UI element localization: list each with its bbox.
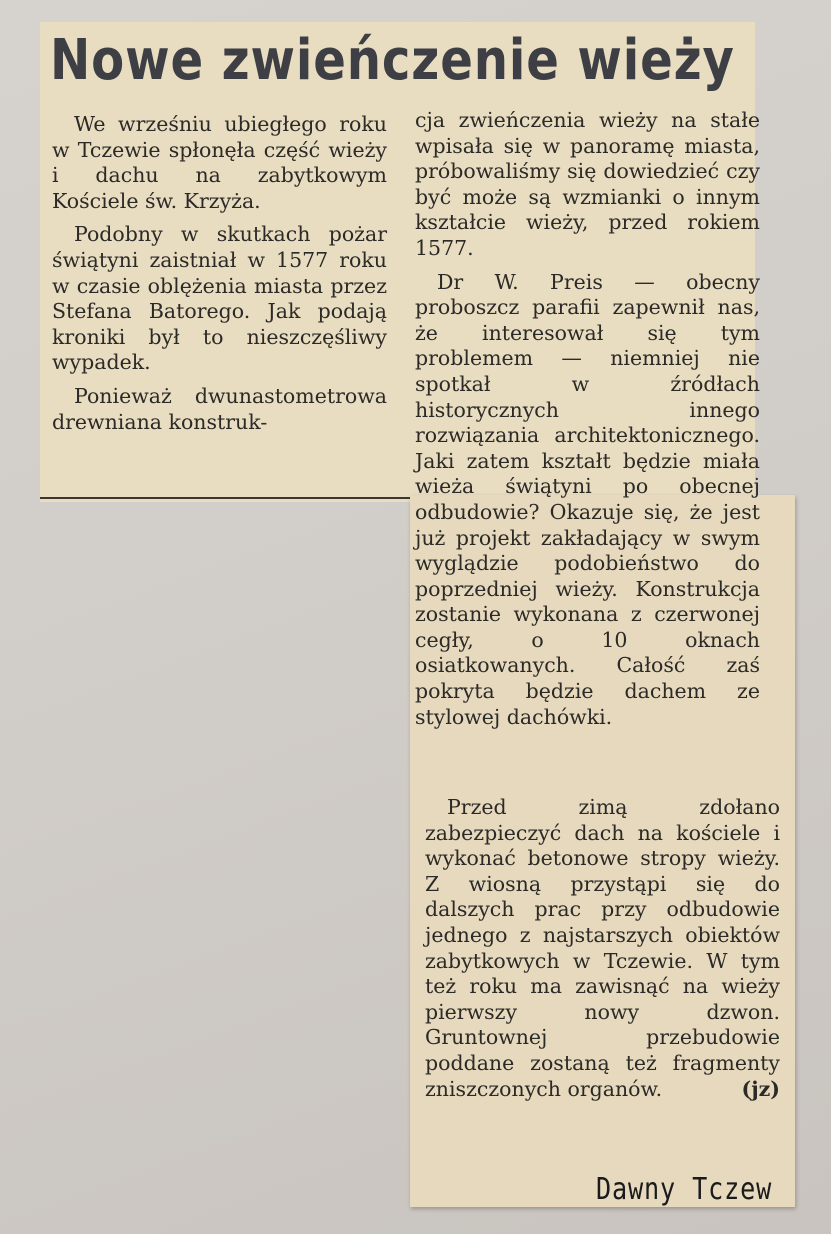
article-paragraph-text: Przed zimą zdołano zabezpieczyć dach na kościele i wykonać betonowe stropy wieży. Z wiosną przystąpi się do dalszych prac przy odbudowie jednego z najstarszych obiektów zabytkowych w Tczewie. W tym też roku ma zawisnąć na wieży pierwszy nowy dzwon. Gruntownej przebudowie poddane zostaną też fragmenty zniszczonych organów. [425,795,780,1101]
column-divider-rule [40,497,410,499]
article-column-left [52,112,387,435]
article-paragraph: Podobny w skutkach pożar świątyni zaistniał w 1577 roku w czasie oblężenia miasta przez Stefana Batorego. Jak podają kroniki był to nieszczęśliwy wypadek. [52,222,387,375]
article-paragraph: We wrześniu ubiegłego roku w Tczewie spłonęła część wieży i dachu na zabytkowym Kościele św. Krzyża. [52,112,387,213]
watermark-text: Dawny Tczew [596,1172,773,1207]
article-paragraph [425,795,780,1102]
article-paragraph: cja zwieńczenia wieży na stałe wpisała się w panoramę miasta, próbowaliśmy się dowiedzieć czy być może są wzmianki o innym kształcie wieży, przed rokiem 1577. [415,108,760,260]
author-signature: (jz) [741,1076,780,1101]
article-headline: Nowe zwieńczenie wieży [50,28,735,93]
article-column-right-bottom [425,795,780,1102]
article-paragraph: Ponieważ dwunastometrowa drewniana konstruk- [52,383,387,434]
article-column-right-top [415,108,760,730]
article-paragraph: Dr W. Preis — obecny proboszcz parafii zapewnił nas, że interesował się tym problemem — niemniej nie spotkał w źródłach historycznych innego rozwiązania architektonicznego. Jaki zatem kształt będzie miała wieża świątyni po obecnej odbudowie? Okazuje się, że jest już projekt zakładający w swym wyglądzie podobieństwo do poprzedniej wieży. Konstrukcja zostanie wykonana z czerwonej cegły, o 10 oknach osiatkowanych. Całość zaś pokryta będzie dachem ze stylowej dachówki. [415,269,760,729]
